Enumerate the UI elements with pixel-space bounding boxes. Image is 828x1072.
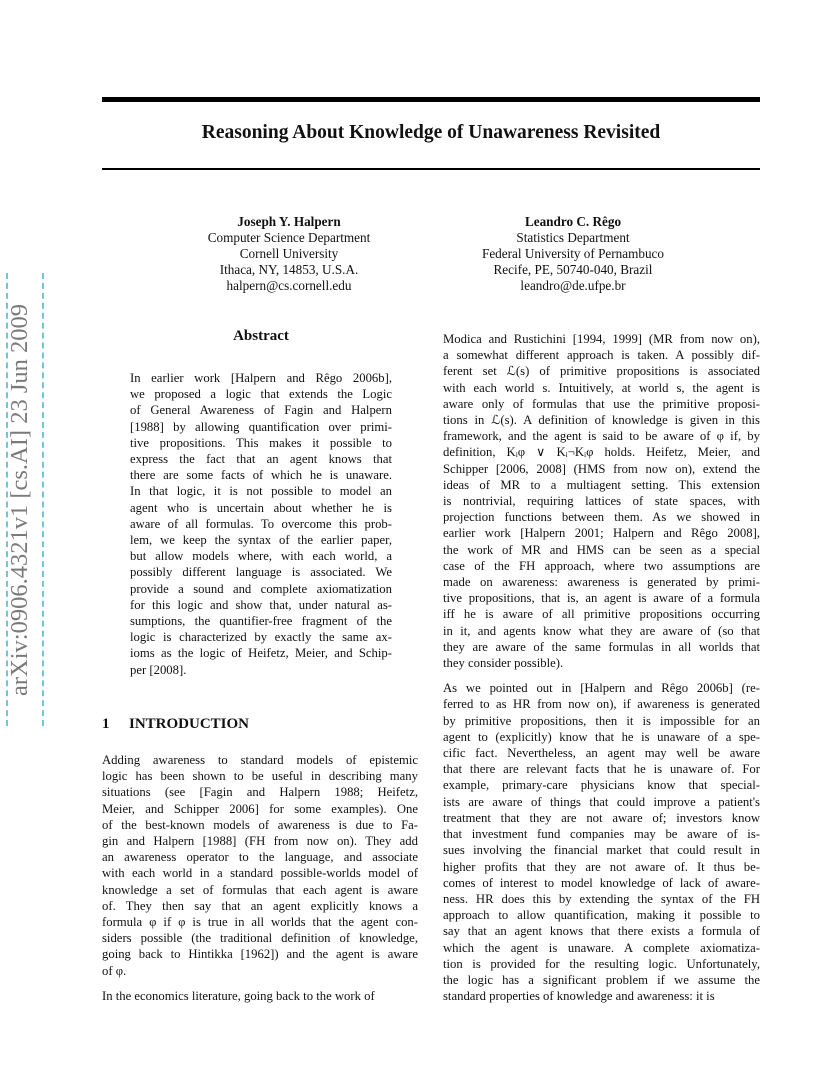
text-line: projection functions between them. As we showed in	[443, 510, 760, 525]
text-line: logic is characterized by exactly the same ax-	[130, 630, 392, 645]
author-institution: Cornell University	[239, 246, 339, 261]
text-line: in it, and agents know what they are aware of (so that	[443, 623, 760, 638]
text-line: we proposed a logic that extends the Logic	[130, 387, 392, 402]
text-line: standard properties of knowledge and awareness: it is	[443, 989, 715, 1004]
text-line: per [2008].	[130, 662, 187, 677]
title-rule-bottom	[102, 168, 760, 170]
text-line: In that logic, it is not possible to model an	[130, 484, 392, 499]
author-department: Statistics Department	[516, 230, 630, 245]
arxiv-stamp: arXiv:0906.4321v1 [cs.AI] 23 Jun 2009	[6, 304, 33, 696]
text-line: higher profits that they are not aware of. It thus be-	[443, 859, 760, 874]
text-line: a somewhat different approach is taken. A possibly dif-	[443, 348, 760, 363]
text-line: As we pointed out in [Halpern and Rêgo 2006b] (re-	[443, 681, 760, 696]
author-department: Computer Science Department	[207, 230, 371, 245]
text-line: sumptions, the quantifier-free fragment of the	[130, 614, 392, 629]
text-line: tion is provided for the resulting logic. Unfortunately,	[443, 956, 760, 971]
text-line: situations (see [Fagin and Halpern 1988; Heifetz,	[102, 785, 418, 800]
text-line: knowledge a set of formulas that each agent is aware	[102, 882, 418, 897]
author-address: Ithaca, NY, 14853, U.S.A.	[219, 262, 359, 277]
author-block-rego	[423, 214, 723, 294]
text-line: lem, we keep the syntax of the earlier paper,	[130, 533, 392, 548]
text-line: aware of all formulas. To overcome this prob-	[130, 516, 392, 531]
text-line: tive propositions, that is, an agent is aware of a formula	[443, 591, 760, 606]
section-title: INTRODUCTION	[129, 716, 250, 732]
author-name: Leandro C. Rêgo	[524, 214, 622, 229]
author-block-halpern	[139, 214, 439, 294]
text-line: Meier, and Schipper 2006] for some examples). One	[102, 801, 418, 816]
text-line: they are aware of the same formulas in all worlds that	[443, 639, 760, 654]
text-line: is nontrivial, requiring lattices of state spaces, with	[443, 494, 760, 509]
text-line: agent to (explicitly) know that he is unaware of a spe-	[443, 729, 760, 744]
section-number: 1	[102, 716, 110, 732]
section-heading-introduction	[102, 716, 249, 733]
abstract-body	[130, 370, 392, 687]
text-line: of the best-known models of awareness is due to Fa-	[102, 817, 418, 832]
author-email: leandro@de.ufpe.br	[520, 278, 626, 293]
text-line: Adding awareness to standard models of epistemic	[102, 753, 418, 767]
text-line: Modica and Rustichini [1994, 1999] (MR from now on),	[443, 332, 760, 346]
paragraph	[443, 331, 760, 671]
text-line: the work of MR and HMS can be seen as a special	[443, 542, 760, 557]
text-line: tions in ℒ(s). A definition of knowledge is given in this	[443, 413, 760, 428]
text-line: for this logic and show that, under natural as-	[130, 597, 392, 612]
text-line: the logic has a significant problem if we assume the	[443, 972, 760, 987]
text-line: ferred to as HR from now on), if awareness is generated	[443, 697, 760, 712]
text-line: approach to allow quantification, making it possible to	[443, 908, 760, 923]
author-name: Joseph Y. Halpern	[237, 214, 341, 229]
paragraph	[102, 752, 418, 979]
text-line: sues involving the financial market that could result in	[443, 843, 760, 858]
text-line: aware only of formulas that use the primitive proposi-	[443, 396, 760, 411]
text-line: by primitive propositions, then it is impossible for an	[443, 713, 760, 728]
left-column-text	[102, 752, 418, 1013]
text-line: of. They then say that an agent explicitly knows a	[102, 898, 418, 913]
author-address: Recife, PE, 50740-040, Brazil	[493, 262, 653, 277]
text-line: possibly different language is associated. We	[130, 565, 392, 580]
text-line: ideas of MR to a multiagent setting. This extension	[443, 477, 760, 492]
text-line: gin and Halpern [1988] (FH from now on). They add	[102, 834, 418, 849]
text-line: provide a sound and complete axiomatization	[130, 581, 392, 596]
author-email: halpern@cs.cornell.edu	[226, 278, 352, 293]
text-line: tive propositions. This makes it possible to	[130, 435, 392, 450]
text-line: logic has been shown to be useful in describing many	[102, 769, 418, 784]
title-rule-top	[102, 97, 760, 102]
text-line: express the fact that an agent knows that	[130, 452, 392, 467]
text-line: going back to Hintikka [1962]) and the agent is aware	[102, 947, 418, 962]
author-institution: Federal University of Pernambuco	[481, 246, 664, 261]
text-line: of φ.	[102, 963, 127, 978]
paragraph	[443, 680, 760, 1004]
text-line: ioms as the logic of Heifetz, Meier, and Schip-	[130, 646, 392, 661]
text-line: with each world in a standard possible-worlds model of	[102, 866, 418, 881]
text-line: treatment that they are not aware of; investors know	[443, 810, 760, 825]
right-column-text	[443, 331, 760, 1013]
paragraph	[102, 988, 418, 1004]
text-line: which the agent is unaware. A complete axiomatiza-	[443, 940, 760, 955]
paragraph	[130, 370, 392, 678]
text-line: Schipper [2006, 2008] (HMS from now on), extend the	[443, 461, 760, 476]
text-line: case of the FH approach, where two assumptions are	[443, 558, 760, 573]
text-line: with each world s. Intuitively, at world s, the agent is	[443, 380, 760, 395]
text-line: example, primary-care physicians know that special-	[443, 778, 760, 793]
text-line: that there are relevant facts that he is unaware of. For	[443, 762, 760, 777]
text-line: earlier work [Halpern 2001; Halpern and Rêgo 2008],	[443, 526, 760, 541]
text-line: that investment fund companies may be aware of is-	[443, 827, 760, 842]
paper-title: Reasoning About Knowledge of Unawareness Revisited	[201, 122, 661, 143]
text-line: an awareness operator to the language, and associate	[102, 850, 418, 865]
text-line: framework, and the agent is said to be aware of φ if, by	[443, 429, 760, 444]
abstract-heading: Abstract	[233, 328, 289, 344]
text-line: siders possible (the traditional definition of knowledge,	[102, 931, 418, 946]
text-line: say that an agent knows that there exists a formula of	[443, 924, 760, 939]
text-line: [1988] by allowing quantification over primi-	[130, 419, 392, 434]
text-line: definition, Kᵢφ ∨ Kᵢ¬Kᵢφ holds. Heifetz, Meier, and	[443, 445, 760, 460]
text-line: comes of interest to model knowledge of lack of aware-	[443, 875, 760, 890]
text-line: made on awareness: awareness is generated by primi-	[443, 575, 760, 590]
text-line: agent who is uncertain about whether he is	[130, 500, 392, 515]
text-line: ness. HR does this by extending the syntax of the FH	[443, 891, 760, 906]
text-line: ists are aware of things that could improve a patient's	[443, 794, 760, 809]
text-line: there are some facts of which he is unaware.	[130, 468, 392, 483]
text-line: In earlier work [Halpern and Rêgo 2006b],	[130, 371, 392, 385]
text-line: of General Awareness of Fagin and Halpern	[130, 403, 392, 418]
text-line: cific fact. Nevertheless, an agent may well be aware	[443, 746, 760, 761]
text-line: iff he is aware of all primitive propositions occurring	[443, 607, 760, 622]
text-line: formula φ if φ is true in all worlds that the agent con-	[102, 915, 418, 930]
text-line: In the economics literature, going back to the work of	[102, 988, 375, 1003]
text-line: ferent set ℒ(s) of primitive propositions is associated	[443, 364, 760, 379]
text-line: but allow models where, with each world, a	[130, 549, 392, 564]
text-line: they consider possible).	[443, 656, 564, 671]
